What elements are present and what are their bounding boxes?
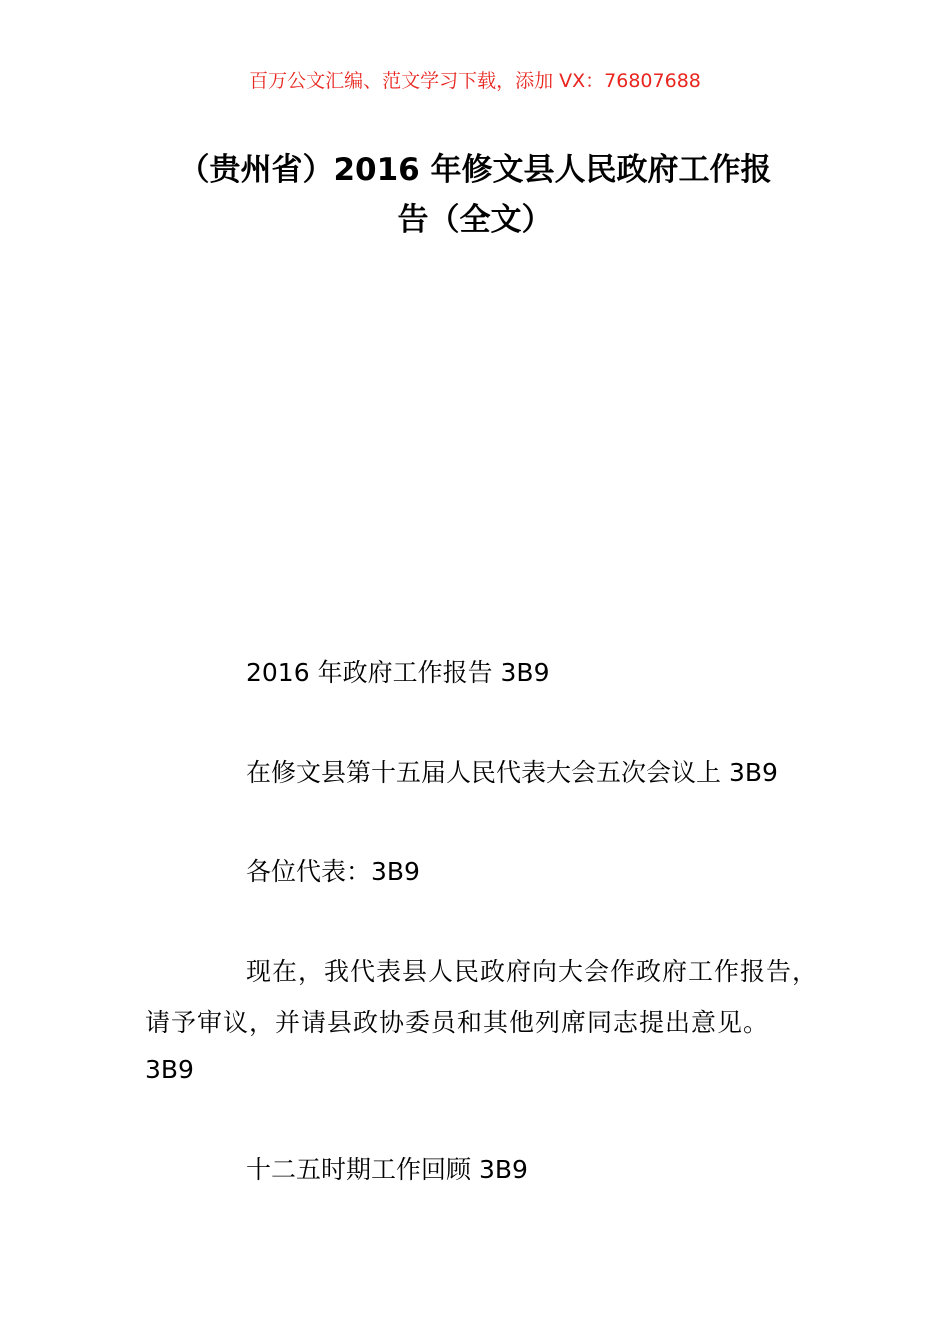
paragraph-salutation: 各位代表：3B9 (246, 857, 420, 886)
paragraph-section-heading: 十二五时期工作回顾 3B9 (246, 1155, 528, 1184)
paragraph-intro-line-1: 现在，我代表县人民政府向大会作政府工作报告， (246, 957, 819, 986)
paragraph-intro-line-2: 请予审议，并请县政协委员和其他列席同志提出意见。 (145, 1008, 770, 1037)
paragraph-intro-line-3: 3B9 (145, 1055, 194, 1084)
paragraph-report-year: 2016 年政府工作报告 3B9 (246, 658, 550, 687)
document-title-line-1: （贵州省）2016 年修文县人民政府工作报 (178, 152, 772, 188)
paragraph-meeting: 在修文县第十五届人民代表大会五次会议上 3B9 (246, 758, 778, 787)
watermark-banner: 百万公文汇编、范文学习下载，添加 VX：76807688 (249, 70, 701, 92)
document-title-line-2: 告（全文） (397, 202, 553, 238)
